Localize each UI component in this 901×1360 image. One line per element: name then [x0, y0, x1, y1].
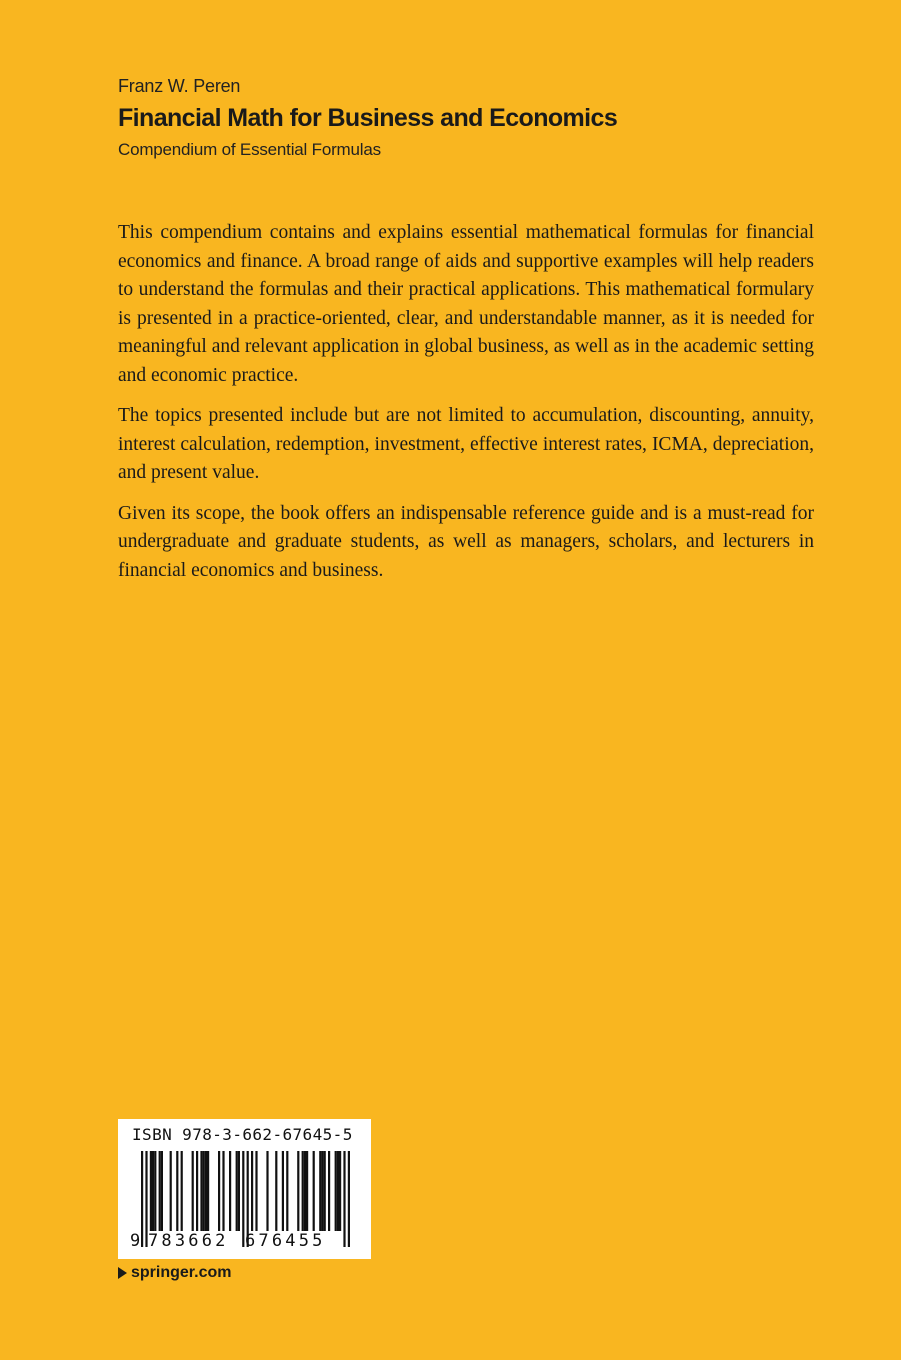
barcode-bar: [192, 1151, 194, 1231]
barcode-bar: [161, 1151, 163, 1231]
barcode-digits-left: 783662: [148, 1231, 229, 1251]
barcode-bar: [236, 1151, 238, 1231]
barcode-bar: [150, 1151, 152, 1231]
barcode-bar: [306, 1151, 308, 1231]
author-name: Franz W. Peren: [118, 76, 241, 96]
barcode-digit-first: 9: [130, 1231, 141, 1251]
barcode-digits-right: 676455: [245, 1231, 326, 1251]
isbn-label: ISBN 978-3-662-67645-5: [132, 1125, 353, 1144]
description: [118, 219, 814, 597]
description-paragraph: Given its scope, the book offers an indispensable reference guide and is a must-read for undergraduate and graduate students, as well as managers, scholars, and lecturers in financial economics and business.: [118, 502, 814, 581]
arrow-right-icon: [118, 1267, 127, 1279]
barcode-bar: [297, 1151, 299, 1231]
barcode-bar: [229, 1151, 231, 1231]
barcode-bar: [328, 1151, 330, 1231]
barcode-bar: [302, 1151, 304, 1231]
barcode-bar: [313, 1151, 315, 1231]
barcode-bar: [222, 1151, 224, 1231]
barcode-bar: [218, 1151, 220, 1231]
publisher-url: springer.com: [131, 1264, 232, 1281]
barcode-bar: [207, 1151, 209, 1231]
barcode-bar: [282, 1151, 284, 1231]
barcode-bar: [152, 1151, 154, 1231]
barcode-bar: [154, 1151, 156, 1231]
barcode-bar: [159, 1151, 161, 1231]
barcode-bar: [266, 1151, 268, 1231]
barcode-bar: [238, 1151, 240, 1231]
barcode-bar: [200, 1151, 202, 1231]
barcode-bar: [321, 1151, 323, 1231]
barcode-bar: [203, 1151, 205, 1231]
barcode-bar: [141, 1151, 143, 1247]
barcode-bar: [275, 1151, 277, 1231]
publisher-link[interactable]: [118, 1264, 231, 1282]
barcode-bar: [176, 1151, 178, 1231]
barcode-bar: [304, 1151, 306, 1231]
description-paragraph: This compendium contains and explains essential mathematical formulas for financial economics and finance. A broad range of aids and supportive examples will help readers to understand the formulas and their practical applications. This mathematical formulary is presented in a practice-oriented, clear, and understandable manner, as it is needed for meaningful and relevant application in global business, as well as in the academic setting and economic practice.: [118, 222, 814, 386]
cover-header: [118, 74, 818, 162]
description-paragraph: The topics presented include but are not limited to accumulation, discounting, annuity, interest calculation, redemption, investment, effective interest rates, ICMA, depreciation, and present value.: [118, 405, 814, 483]
barcode-bar: [251, 1151, 253, 1231]
barcode-bar: [196, 1151, 198, 1231]
barcode-bar: [348, 1151, 350, 1247]
barcode-bar: [337, 1151, 339, 1231]
barcode-bar: [335, 1151, 337, 1231]
barcode-bar: [339, 1151, 341, 1231]
barcode-bar: [319, 1151, 321, 1231]
barcode-bar: [181, 1151, 183, 1231]
book-title: Financial Math for Business and Economics: [118, 104, 618, 132]
barcode-bar: [255, 1151, 257, 1231]
barcode-bar: [170, 1151, 172, 1231]
barcode-bar: [205, 1151, 207, 1231]
barcode-bar: [324, 1151, 326, 1231]
book-subtitle: Compendium of Essential Formulas: [118, 140, 381, 159]
isbn-barcode: [118, 1119, 371, 1259]
barcode-bar: [286, 1151, 288, 1231]
barcode-bar: [343, 1151, 345, 1247]
